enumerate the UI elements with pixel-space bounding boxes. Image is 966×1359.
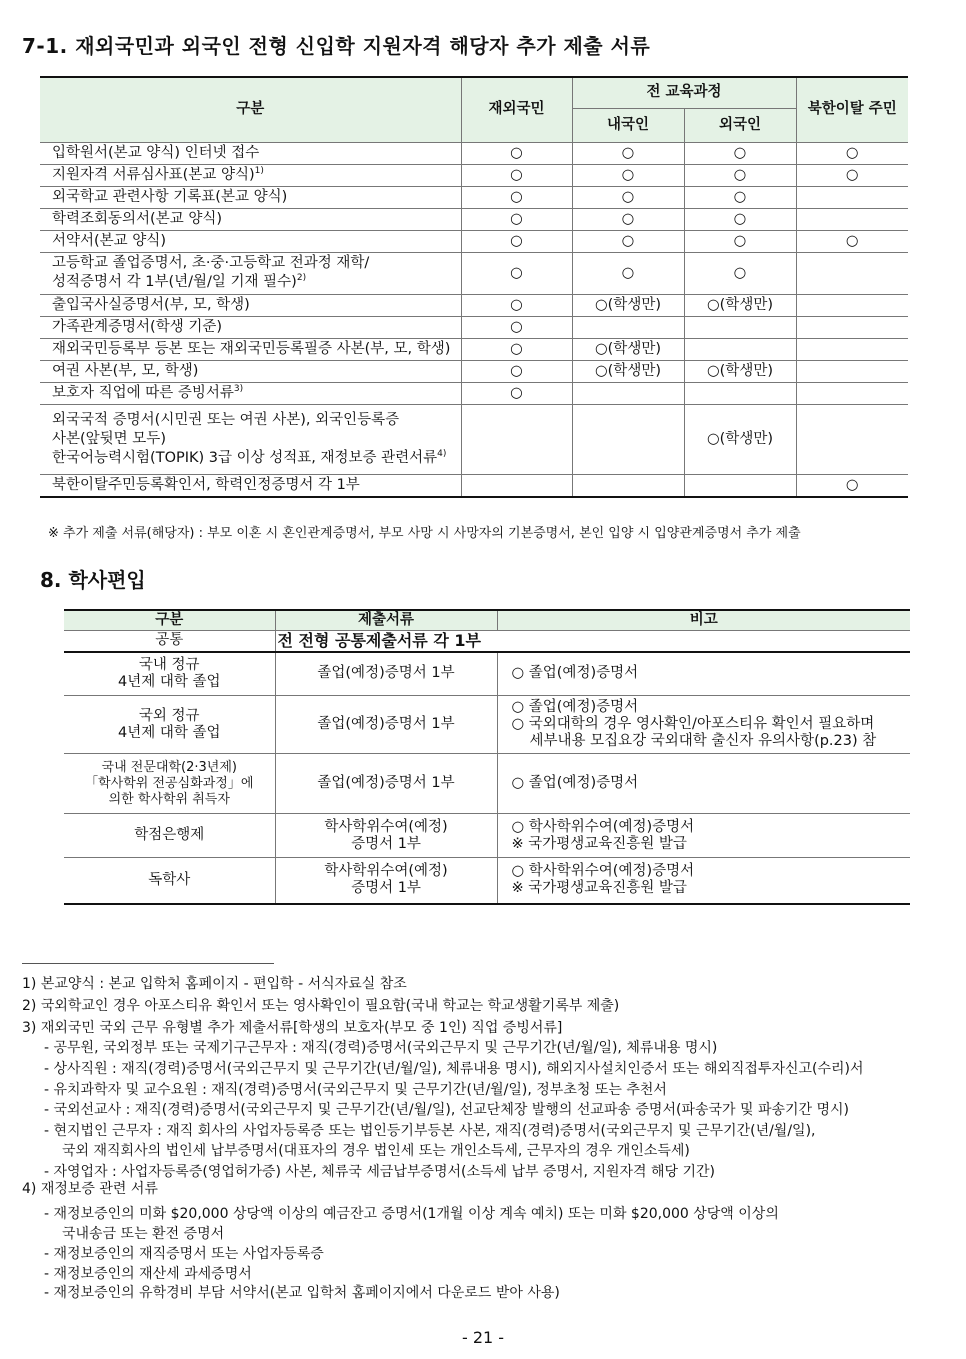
section2-title: 8. 학사편입: [40, 568, 146, 592]
cell-defector: ○: [796, 230, 908, 252]
table-row: [40, 338, 908, 360]
row-label-line: 사본(앞뒷면 모두): [52, 430, 166, 447]
cell-overseas: ○: [461, 230, 572, 252]
section2-table: [64, 609, 910, 905]
row-label: [40, 474, 461, 497]
cell-defector: [796, 316, 908, 338]
row-label: [40, 164, 461, 186]
cell-foreigner: ○: [684, 164, 796, 186]
footnote-4-item: 국내송금 또는 환전 증명서: [62, 1226, 225, 1242]
t2-category: [64, 652, 275, 696]
footnote-marker: 3): [233, 383, 244, 394]
cell-line: 국내 전문대학(2·3년제): [101, 759, 237, 775]
row-label-line: 출입국사실증명서(부, 모, 학생): [52, 296, 250, 313]
header-korean: 내국인: [572, 108, 684, 142]
t2-docs: [275, 814, 497, 858]
cell-defector: ○: [796, 474, 908, 497]
cell-overseas: ○: [461, 294, 572, 316]
cell-korean: ○: [572, 230, 684, 252]
row-label-line: 보호자 직업에 따른 증빙서류$^{3)}$: [52, 383, 244, 401]
row-label: [40, 208, 461, 230]
footnote-marker: 2): [296, 273, 307, 284]
t2-docs: [275, 652, 497, 696]
cell-line: 학사학위수여(예정): [324, 863, 448, 880]
cell-overseas: ○: [461, 164, 572, 186]
cell-korean: ○: [572, 186, 684, 208]
cell-line: ○ 졸업(예정)증명서: [511, 699, 639, 715]
cell-defector: ○: [796, 164, 908, 186]
footnote-4-item: - 재정보증인의 미화 $20,000 상당액 이상의 예금잔고 증명서(1개월 이상 계속 예치) 또는 미화 $20,000 상당액 이상의: [44, 1206, 779, 1222]
t2-header-category: 구분: [64, 610, 275, 631]
t2-category: [64, 754, 275, 814]
cell-defector: [796, 382, 908, 404]
cell-line: 4년제 대학 졸업: [118, 673, 221, 690]
cell-line: 학사학위수여(예정): [324, 818, 448, 835]
footnote-3-item: - 공무원, 국외정부 또는 국제기구근무자 : 재직(경력)증명서(국외근무지 및 근무기간(년/월/일), 체류내용 명시): [44, 1040, 718, 1056]
cell-line: 증명서 1부: [351, 835, 421, 852]
cell-korean: ○: [572, 164, 684, 186]
cell-overseas: ○: [461, 382, 572, 404]
footnote-3: 3) 재외국민 국외 근무 유형별 추가 제출서류[학생의 보호자(부모 중 1인) 직업 증빙서류]: [22, 1020, 563, 1036]
cell-defector: ○: [796, 142, 908, 164]
cell-line: ○ 국외대학의 경우 영사확인/아포스티유 확인서 필요하며: [511, 716, 875, 732]
table-row: [64, 652, 910, 696]
cell-korean: ○: [572, 142, 684, 164]
table-row: [40, 316, 908, 338]
header-defector: 북한이탈 주민: [796, 77, 908, 142]
table-row: [40, 360, 908, 382]
t2-common-label: 공통: [64, 631, 275, 652]
cell-foreigner: ○(학생만): [684, 360, 796, 382]
section1-note: ※ 추가 제출 서류(해당자) : 부모 이혼 시 혼인관계증명서, 부모 사망 시 사망자의 기본증명서, 본인 입양 시 입양관계증명서 추가 제출: [48, 526, 801, 541]
cell-foreigner: ○: [684, 230, 796, 252]
cell-foreigner: ○: [684, 142, 796, 164]
footnote-divider: [22, 963, 274, 964]
row-label-line: 외국국적 증명서(시민권 또는 여권 사본), 외국인등록증: [52, 411, 400, 428]
cell-foreigner: ○: [684, 208, 796, 230]
row-label: [40, 360, 461, 382]
row-label: [40, 294, 461, 316]
cell-foreigner: ○(학생만): [684, 294, 796, 316]
footnote-4-item: - 재정보증인의 재산세 과세증명서: [44, 1266, 252, 1282]
cell-line: ○ 학사학위수여(예정)증명서: [511, 818, 695, 835]
footnote-3-item: - 국외선교사 : 재직(경력)증명서(국외근무지 및 근무기간(년/월/일), 선교단체장 발행의 선교파송 증명서(파송국가 및 파송기간 명시): [44, 1102, 850, 1118]
row-label-line: 성적증명서 각 1부(년/월/일 기재 필수)$^{2)}$: [52, 273, 307, 290]
cell-defector: [796, 404, 908, 474]
cell-line: 증명서 1부: [351, 880, 421, 897]
cell-line: 졸업(예정)증명서 1부: [317, 775, 455, 791]
cell-foreigner: ○: [684, 186, 796, 208]
cell-foreigner: ○(학생만): [684, 404, 796, 474]
row-label: [40, 404, 461, 474]
cell-line: 졸업(예정)증명서 1부: [317, 665, 455, 682]
t2-docs: [275, 858, 497, 904]
t2-common-value: 전 전형 공통제출서류 각 1부: [277, 631, 481, 651]
footnote-marker: 1): [254, 165, 264, 176]
cell-line: 국내 정규: [138, 656, 200, 673]
cell-foreigner: [684, 316, 796, 338]
cell-korean: ○(학생만): [572, 338, 684, 360]
header-category: 구분: [40, 77, 461, 142]
row-label-line: 가족관계증명서(학생 기준): [52, 318, 222, 335]
header-all-course: 전 교육과정: [572, 77, 796, 108]
t2-remarks: [497, 754, 910, 814]
cell-line: ○ 학사학위수여(예정)증명서: [511, 863, 695, 880]
row-label: [40, 142, 461, 164]
cell-defector: [796, 252, 908, 294]
row-label-line: 북한이탈주민등록확인서, 학력인정증명서 각 1부: [52, 476, 360, 493]
cell-foreigner: [684, 474, 796, 497]
t2-remarks: [497, 858, 910, 904]
row-label: [40, 230, 461, 252]
table-row: [40, 164, 908, 186]
header-foreigner: 외국인: [684, 108, 796, 142]
footnote-3-item: - 현지법인 근무자 : 재직 회사의 사업자등록증 또는 법인등기부등본 사본, 재직(경력)증명서(국외근무지 및 근무기간(년/월/일),: [44, 1123, 816, 1139]
t2-remarks: [497, 696, 910, 754]
cell-line: 졸업(예정)증명서 1부: [317, 716, 455, 732]
row-label-line: 재외국민등록부 등본 또는 재외국민등록필증 사본(부, 모, 학생): [52, 340, 451, 357]
cell-defector: [796, 208, 908, 230]
row-label-line: 고등학교 졸업증명서, 초·중·고등학교 전과정 재학/: [52, 255, 370, 271]
table-row: [40, 474, 908, 497]
t2-remarks: [497, 652, 910, 696]
table-row: [64, 696, 910, 754]
footnote-4: 4) 재정보증 관련 서류: [22, 1181, 158, 1197]
t2-category: [64, 814, 275, 858]
cell-overseas: ○: [461, 252, 572, 294]
cell-line: 세부내용 모집요강 국외대학 출신자 유의사항(p.23) 참: [529, 733, 877, 749]
section1-title: 7-1. 재외국민과 외국인 전형 신입학 지원자격 해당자 추가 제출 서류: [22, 34, 651, 58]
cell-overseas: [461, 404, 572, 474]
footnote-4-item: - 재정보증인의 재직증명서 또는 사업자등록증: [44, 1246, 324, 1262]
cell-korean: ○: [572, 252, 684, 294]
cell-defector: [796, 294, 908, 316]
section1-table: [40, 76, 908, 498]
cell-line: ※ 국가평생교육진흥원 발급: [511, 880, 687, 897]
footnote-1: 1) 본교양식 : 본교 입학처 홈페이지 - 편입학 - 서식자료실 참조: [22, 976, 407, 992]
table-row: [40, 208, 908, 230]
cell-line: 학점은행제: [134, 827, 205, 843]
t2-remarks: [497, 814, 910, 858]
t2-category: [64, 858, 275, 904]
cell-line: 국외 정규: [138, 707, 200, 724]
footnote-3-item: - 유치과학자 및 교수요원 : 재직(경력)증명서(국외근무지 및 근무기간(년/월/일), 정부초청 또는 추천서: [44, 1082, 667, 1098]
cell-korean: ○: [572, 208, 684, 230]
cell-foreigner: [684, 382, 796, 404]
row-label-line: 외국학교 관련사항 기록표(본교 양식): [52, 188, 288, 205]
cell-defector: [796, 186, 908, 208]
cell-overseas: ○: [461, 316, 572, 338]
cell-line: 의한 학사학위 취득자: [108, 791, 230, 807]
footnote-marker: 4): [437, 448, 447, 459]
cell-overseas: ○: [461, 186, 572, 208]
cell-line: ○ 졸업(예정)증명서: [511, 775, 639, 791]
t2-header-docs: 제출서류: [275, 610, 497, 631]
cell-foreigner: [684, 338, 796, 360]
cell-korean: ○(학생만): [572, 360, 684, 382]
cell-korean: [572, 404, 684, 474]
row-label-line: 여권 사본(부, 모, 학생): [52, 362, 199, 379]
cell-overseas: ○: [461, 208, 572, 230]
cell-line: ※ 국가평생교육진흥원 발급: [511, 835, 687, 852]
cell-overseas: [461, 474, 572, 497]
footnote-3-item: 국외 재직회사의 법인세 납부증명서(대표자의 경우 법인세 또는 개인소득세, 근무자의 경우 개인소득세): [62, 1143, 690, 1159]
table-row: [40, 142, 908, 164]
table-row: [40, 294, 908, 316]
row-label-line: 지원자격 서류심사표(본교 양식)$^{1)}$: [52, 165, 264, 183]
table-row: [40, 382, 908, 404]
cell-line: 「학사학위 전공심화과정」에: [85, 775, 254, 791]
t2-header-remarks: 비고: [497, 610, 910, 631]
table-row: [64, 814, 910, 858]
row-label: [40, 316, 461, 338]
footnote-3-item: - 상사직원 : 재직(경력)증명서(국외근무지 및 근무기간(년/월/일), 체류내용 명시), 해외지사설치인증서 또는 해외직접투자신고(수리)서: [44, 1061, 864, 1077]
table-row: [40, 186, 908, 208]
cell-korean: ○(학생만): [572, 294, 684, 316]
table-row: [64, 754, 910, 814]
row-label-line: 입학원서(본교 양식) 인터넷 접수: [52, 144, 260, 161]
cell-line: 4년제 대학 졸업: [118, 724, 221, 741]
cell-overseas: ○: [461, 338, 572, 360]
cell-korean: [572, 474, 684, 497]
row-label-line: 서약서(본교 양식): [52, 232, 166, 249]
row-label-line: 학력조회동의서(본교 양식): [52, 210, 222, 227]
cell-korean: [572, 316, 684, 338]
row-label: [40, 338, 461, 360]
cell-korean: [572, 382, 684, 404]
row-label: [40, 186, 461, 208]
t2-category: [64, 696, 275, 754]
cell-defector: [796, 338, 908, 360]
header-overseas: 재외국민: [461, 77, 572, 142]
footnote-3-item: - 자영업자 : 사업자등록증(영업허가증) 사본, 체류국 세금납부증명서(소득세 납부 증명서, 지원자격 해당 기간): [44, 1164, 715, 1180]
row-label: [40, 382, 461, 404]
table-row: [40, 404, 908, 474]
cell-line: ○ 졸업(예정)증명서: [511, 665, 639, 682]
cell-line: 독학사: [148, 871, 191, 888]
cell-foreigner: ○: [684, 252, 796, 294]
table-row: [64, 858, 910, 904]
row-label: [40, 252, 461, 294]
t2-docs: [275, 696, 497, 754]
table-row: [40, 252, 908, 294]
footnote-2: 2) 국외학교인 경우 아포스티유 확인서 또는 영사확인이 필요함(국내 학교는 학교생활기록부 제출): [22, 998, 620, 1014]
cell-defector: [796, 360, 908, 382]
cell-overseas: ○: [461, 142, 572, 164]
table-row: [40, 230, 908, 252]
page-number: - 21 -: [461, 1328, 505, 1347]
footnote-4-item: - 재정보증인의 유학경비 부담 서약서(본교 입학처 홈페이지에서 다운로드 받아 사용): [44, 1285, 560, 1301]
cell-overseas: ○: [461, 360, 572, 382]
row-label-line: 한국어능력시험(TOPIK) 3급 이상 성적표, 재정보증 관련서류$^{4)}$: [52, 448, 447, 466]
t2-docs: [275, 754, 497, 814]
